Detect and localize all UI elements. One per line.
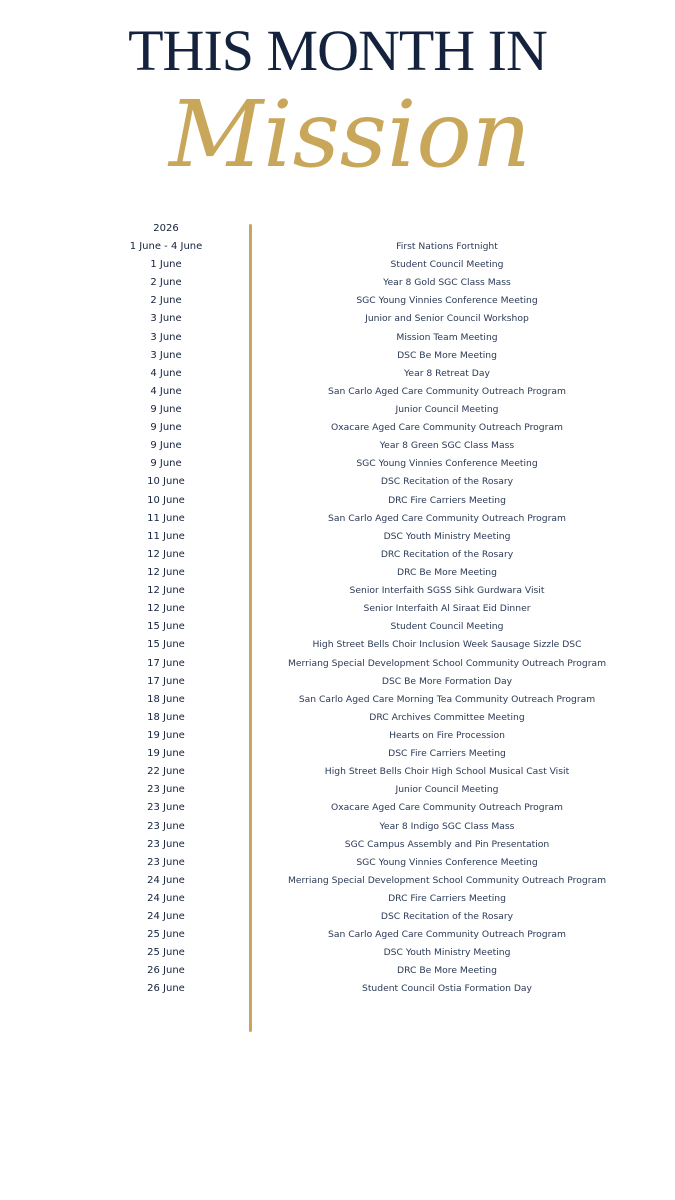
list-item: [0, 872, 675, 890]
event-name: DSC Be More Meeting: [397, 349, 497, 361]
list-item: [0, 709, 675, 727]
event-name: DSC Recitation of the Rosary: [380, 476, 514, 488]
list-item: [0, 292, 675, 310]
event-name: Junior Council Meeting: [395, 403, 499, 415]
event-name: Junior and Senior Council Workshop: [365, 313, 529, 325]
event-name: DRC Fire Carriers Meeting: [388, 892, 506, 904]
list-item: [0, 636, 675, 654]
event-date: 15 June: [147, 621, 185, 633]
event-name: DRC Archives Committee Meeting: [369, 711, 525, 723]
list-item: [0, 510, 675, 528]
event-date: 26 June: [147, 965, 185, 977]
event-name: DRC Fire Carriers Meeting: [388, 494, 506, 506]
list-item: [0, 455, 675, 473]
event-name: SGC Young Vinnies Conference Meeting: [356, 458, 538, 470]
event-date: 4 June: [150, 385, 182, 397]
event-date: 15 June: [147, 639, 185, 651]
event-name: High Street Bells Choir Inclusion Week Sausage Sizzle DSC: [312, 639, 582, 651]
event-name: Oxacare Aged Care Community Outreach Program: [330, 422, 563, 434]
event-date: 25 June: [147, 947, 185, 959]
event-name: Year 8 Retreat Day: [404, 367, 490, 379]
event-name: Mission Team Meeting: [396, 331, 498, 343]
event-date: 11 June: [147, 512, 185, 524]
event-name: High Street Bells Choir High School Musical Cast Visit: [324, 766, 570, 778]
list-item: [0, 329, 675, 347]
event-date: 12 June: [147, 566, 185, 578]
event-date: 23 June: [147, 856, 185, 868]
list-item: [0, 763, 675, 781]
event-name: DRC Be More Meeting: [397, 965, 497, 977]
event-name: First Nations Fortnight: [396, 241, 498, 252]
event-name: San Carlo Aged Care Community Outreach Program: [327, 385, 566, 397]
event-name: Student Council Meeting: [390, 259, 504, 271]
list-item: [0, 401, 675, 419]
event-date: 3 June: [150, 331, 182, 343]
event-name: DSC Fire Carriers Meeting: [388, 748, 506, 760]
event-date: 9 June: [150, 422, 182, 434]
list-item: [0, 854, 675, 872]
list-item: [0, 473, 675, 491]
event-name: San Carlo Aged Care Community Outreach Program: [327, 929, 566, 941]
event-name: DRC Recitation of the Rosary: [380, 548, 514, 560]
event-date: 23 June: [147, 838, 185, 850]
event-list: [0, 238, 675, 999]
event-name: Oxacare Aged Care Community Outreach Program: [330, 802, 563, 814]
event-date: 19 June: [147, 729, 185, 741]
event-date: 24 June: [147, 874, 185, 886]
list-item: [0, 274, 675, 292]
list-item: [0, 926, 675, 944]
event-date: 24 June: [147, 892, 185, 904]
list-item: [0, 962, 675, 980]
list-item: [0, 673, 675, 691]
event-name: Senior Interfaith Al Siraat Eid Dinner: [363, 603, 531, 615]
list-item: [0, 618, 675, 636]
event-name: DSC Be More Formation Day: [381, 675, 513, 687]
list-item: [0, 383, 675, 401]
page-title: THIS MONTH IN: [128, 18, 547, 83]
list-item: [0, 564, 675, 582]
event-date: 18 June: [147, 693, 185, 705]
event-name: SGC Young Vinnies Conference Meeting: [356, 856, 538, 868]
event-date: 2 June: [150, 295, 182, 307]
event-name: Merriang Special Development School Community Outreach Program: [287, 657, 607, 669]
list-item: [0, 691, 675, 709]
event-date: 9 June: [150, 440, 182, 452]
list-item: [0, 727, 675, 745]
event-date: 3 June: [150, 313, 182, 325]
event-date: 10 June: [147, 476, 185, 488]
event-date: 9 June: [150, 458, 182, 470]
list-item: [0, 745, 675, 763]
script-title-mission: [168, 70, 532, 210]
event-name: DSC Recitation of the Rosary: [380, 911, 514, 923]
event-date: 17 June: [147, 675, 185, 687]
list-item: [0, 419, 675, 437]
year-label: 2026: [153, 223, 179, 234]
event-date: 22 June: [147, 766, 185, 778]
event-date: 12 June: [147, 585, 185, 597]
event-date: 23 June: [147, 784, 185, 796]
list-item: [0, 655, 675, 673]
event-name: SGC Young Vinnies Conference Meeting: [356, 295, 538, 307]
event-name: Student Council Ostia Formation Day: [361, 983, 532, 995]
event-date: 11 June: [147, 530, 185, 542]
event-date: 19 June: [147, 748, 185, 760]
list-item: [0, 365, 675, 383]
list-item: [0, 437, 675, 455]
list-item: [0, 528, 675, 546]
list-item: [0, 546, 675, 564]
event-date: 26 June: [147, 983, 185, 995]
event-name: Year 8 Indigo SGC Class Mass: [379, 820, 515, 832]
event-date: 1 June - 4 June: [129, 241, 203, 252]
event-name: Year 8 Green SGC Class Mass: [379, 440, 515, 452]
event-date: 4 June: [150, 367, 182, 379]
event-name: DRC Be More Meeting: [397, 566, 497, 578]
list-item: [0, 818, 675, 836]
list-item: [0, 944, 675, 962]
event-name: DSC Youth Ministry Meeting: [383, 530, 511, 542]
event-name: Hearts on Fire Procession: [389, 729, 505, 741]
event-date: 17 June: [147, 657, 185, 669]
list-item: [0, 980, 675, 998]
list-item: [0, 836, 675, 854]
list-item: [0, 890, 675, 908]
event-date: 3 June: [150, 349, 182, 361]
event-date: 18 June: [147, 711, 185, 723]
event-date: 9 June: [150, 403, 182, 415]
list-item: [0, 781, 675, 799]
list-item: [0, 600, 675, 618]
event-date: 25 June: [147, 929, 185, 941]
event-name: SGC Campus Assembly and Pin Presentation: [344, 838, 550, 850]
list-item: [0, 799, 675, 817]
event-date: 24 June: [147, 911, 185, 923]
event-name: Merriang Special Development School Community Outreach Program: [287, 874, 607, 886]
event-date: 10 June: [147, 494, 185, 506]
event-date: 1 June: [150, 259, 182, 271]
event-name: Year 8 Gold SGC Class Mass: [383, 277, 511, 289]
list-item: [0, 492, 675, 510]
event-name: Junior Council Meeting: [395, 784, 499, 796]
list-item: [0, 908, 675, 926]
event-date: 2 June: [150, 277, 182, 289]
event-name: San Carlo Aged Care Morning Tea Community Outreach Program: [298, 693, 596, 705]
event-name: Senior Interfaith SGSS Sihk Gurdwara Visit: [349, 585, 545, 597]
event-name: San Carlo Aged Care Community Outreach Program: [327, 512, 566, 524]
event-date: 23 June: [147, 820, 185, 832]
list-item: [0, 256, 675, 274]
svg-text:Mission: Mission: [168, 81, 532, 188]
event-date: 12 June: [147, 603, 185, 615]
list-item: [0, 310, 675, 328]
event-date: 12 June: [147, 548, 185, 560]
list-item: [0, 238, 675, 256]
list-item: [0, 347, 675, 365]
event-name: Student Council Meeting: [390, 621, 504, 633]
list-item: [0, 582, 675, 600]
event-date: 23 June: [147, 802, 185, 814]
event-name: DSC Youth Ministry Meeting: [383, 947, 511, 959]
